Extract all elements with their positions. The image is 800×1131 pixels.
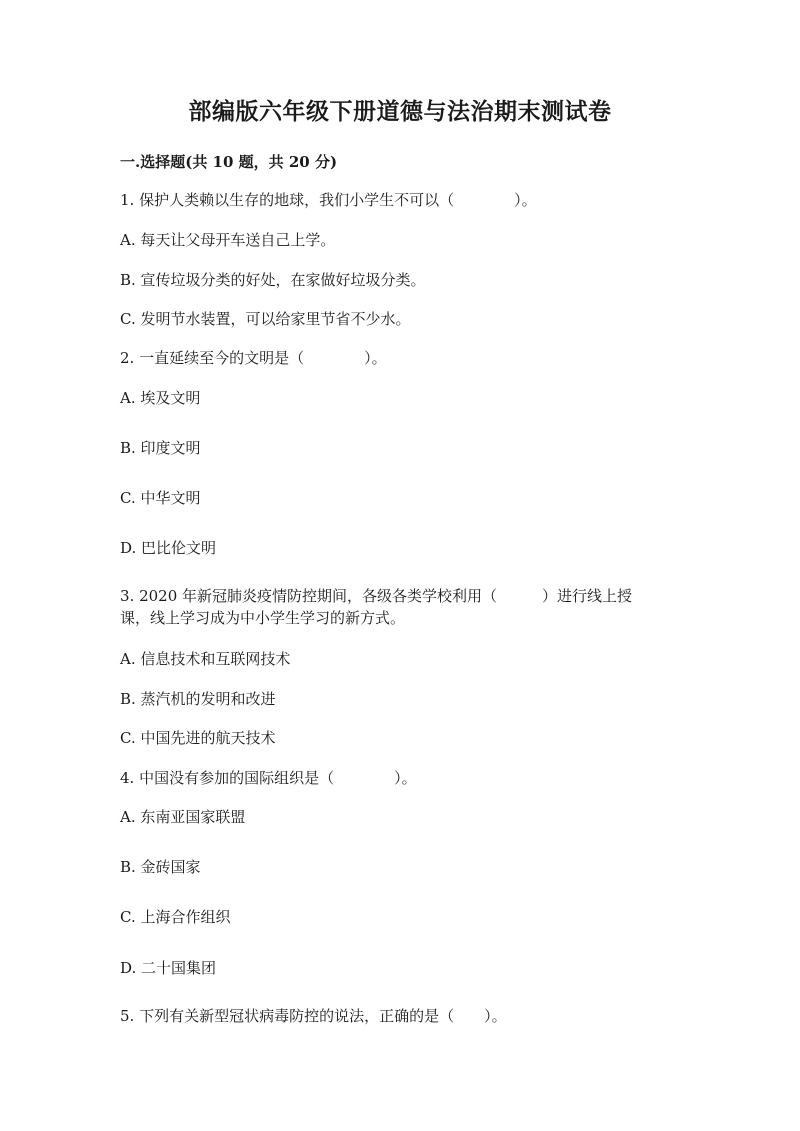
question-5-stem: 5. 下列有关新型冠状病毒防控的说法，正确的是（ ）。 xyxy=(120,1007,507,1025)
question-2-option-a: A. 埃及文明 xyxy=(120,389,201,407)
question-2-stem: 2. 一直延续至今的文明是（ ）。 xyxy=(120,349,387,367)
question-1-option-a: A. 每天让父母开车送自己上学。 xyxy=(120,231,336,249)
document-title: 部编版六年级下册道德与法治期末测试卷 xyxy=(188,98,612,125)
question-3-option-a: A. 信息技术和互联网技术 xyxy=(120,650,291,668)
question-3-option-c: C. 中国先进的航天技术 xyxy=(120,729,276,747)
question-4-option-a: A. 东南亚国家联盟 xyxy=(120,808,246,826)
question-2-option-c: C. 中华文明 xyxy=(120,489,201,507)
section-heading: 一.选择题(共 10 题，共 20 分) xyxy=(120,153,338,171)
question-4-option-c: C. 上海合作组织 xyxy=(120,908,231,926)
question-1-option-c: C. 发明节水装置，可以给家里节省不少水。 xyxy=(120,310,411,328)
question-2-option-b: B. 印度文明 xyxy=(120,439,201,457)
question-1-option-b: B. 宣传垃圾分类的好处，在家做好垃圾分类。 xyxy=(120,271,426,289)
question-1-stem: 1. 保护人类赖以生存的地球，我们小学生不可以（ ）。 xyxy=(120,191,537,209)
question-4-option-d: D. 二十国集团 xyxy=(120,959,217,977)
question-4-stem: 4. 中国没有参加的国际组织是（ ）。 xyxy=(120,769,417,787)
question-3-option-b: B. 蒸汽机的发明和改进 xyxy=(120,690,276,708)
question-4-option-b: B. 金砖国家 xyxy=(120,858,201,876)
question-3-stem: 3. 2020 年新冠肺炎疫情防控期间，各级各类学校利用（ ）进行线上授课，线上学习成为中小学生学习的新方式。 xyxy=(120,587,633,627)
question-2-option-d: D. 巴比伦文明 xyxy=(120,539,217,557)
